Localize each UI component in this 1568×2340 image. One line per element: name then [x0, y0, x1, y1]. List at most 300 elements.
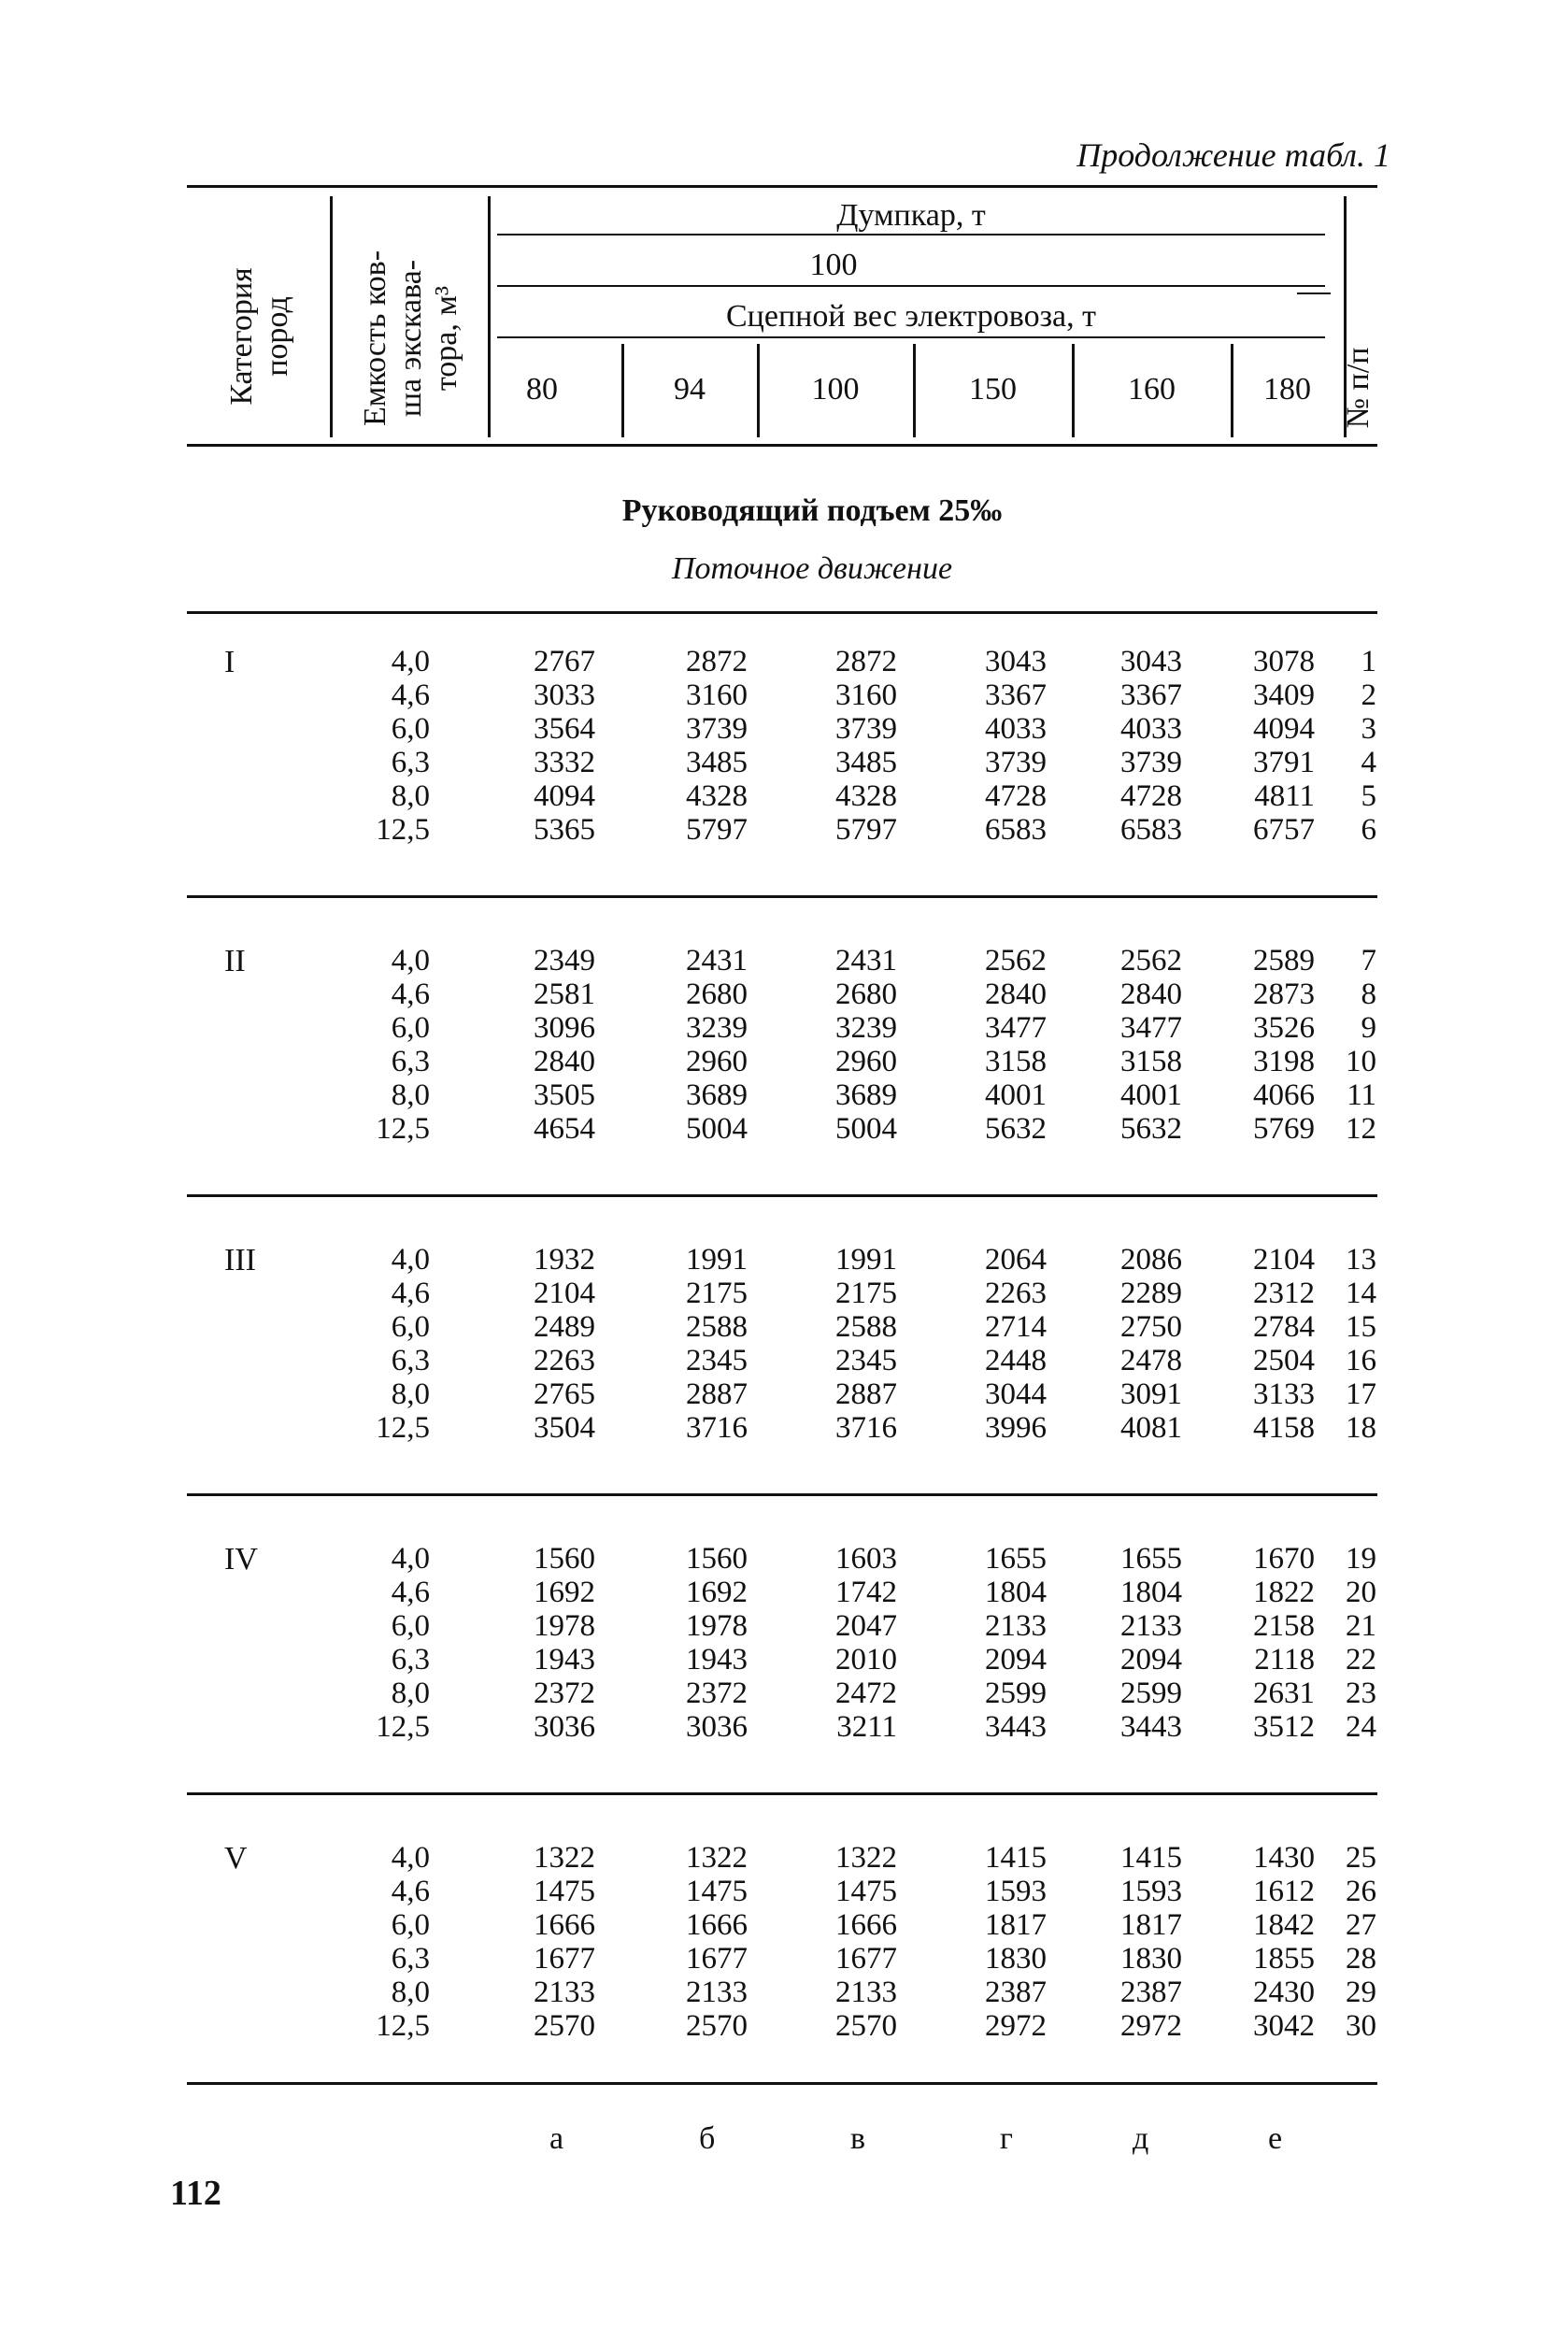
value-cell: 2599 — [1120, 1677, 1182, 1710]
table-row — [187, 712, 1383, 746]
row-number-cell: 25 — [1346, 1841, 1376, 1875]
group-rule — [187, 895, 1377, 898]
table-row — [187, 1677, 1383, 1710]
capacity-cell: 8,0 — [391, 779, 430, 813]
row-number-cell: 23 — [1346, 1677, 1376, 1710]
row-number-cell: 7 — [1361, 944, 1376, 977]
value-cell: 1742 — [835, 1576, 897, 1609]
capacity-cell: 8,0 — [391, 1377, 430, 1411]
value-cell: 3160 — [686, 678, 748, 712]
capacity-cell: 12,5 — [376, 813, 430, 847]
value-cell: 3078 — [1253, 645, 1315, 678]
table-row — [187, 1011, 1383, 1045]
category-label: IV — [224, 1542, 258, 1577]
capacity-cell: 4,6 — [391, 977, 430, 1011]
value-cell: 2873 — [1253, 977, 1315, 1011]
value-cell: 1822 — [1253, 1576, 1315, 1609]
value-cell: 4001 — [985, 1078, 1047, 1112]
value-cell: 2581 — [534, 977, 595, 1011]
value-cell: 2349 — [534, 944, 595, 977]
value-cell: 3505 — [534, 1078, 595, 1112]
value-cell: 1415 — [985, 1841, 1047, 1875]
table-row — [187, 2009, 1383, 2043]
row-number-cell: 1 — [1361, 645, 1376, 678]
value-cell: 1804 — [985, 1576, 1047, 1609]
value-cell: 4811 — [1254, 779, 1315, 813]
value-cell: 4728 — [1120, 779, 1182, 813]
value-cell: 3239 — [835, 1011, 897, 1045]
value-cell: 2345 — [686, 1344, 748, 1377]
table-row — [187, 1643, 1383, 1677]
page-number: 112 — [170, 2174, 221, 2213]
value-cell: 6757 — [1253, 813, 1315, 847]
value-cell: 4001 — [1120, 1078, 1182, 1112]
table-row — [187, 1243, 1383, 1277]
row-number-cell: 11 — [1347, 1078, 1376, 1112]
value-cell: 2372 — [686, 1677, 748, 1710]
value-cell: 3996 — [985, 1411, 1047, 1445]
value-cell: 3689 — [835, 1078, 897, 1112]
value-cell: 3211 — [836, 1710, 897, 1744]
capacity-cell: 6,0 — [391, 712, 430, 746]
value-cell: 1830 — [985, 1942, 1047, 1976]
table-row — [187, 1310, 1383, 1344]
value-cell: 1943 — [686, 1643, 748, 1677]
value-cell: 2588 — [686, 1310, 748, 1344]
value-cell: 3485 — [686, 746, 748, 779]
header-top-rule — [187, 185, 1377, 188]
value-cell: 2972 — [985, 2009, 1047, 2043]
value-cell: 2960 — [686, 1045, 748, 1078]
value-cell: 2714 — [985, 1310, 1047, 1344]
header-line — [497, 336, 1325, 338]
value-cell: 1475 — [534, 1875, 595, 1908]
row-number-cell: 27 — [1346, 1908, 1376, 1942]
header-divider — [488, 196, 491, 437]
value-cell: 4654 — [534, 1112, 595, 1146]
value-cell: 5632 — [985, 1112, 1047, 1146]
row-number-cell: 5 — [1361, 779, 1376, 813]
value-cell: 1978 — [686, 1609, 748, 1643]
value-cell: 1677 — [835, 1942, 897, 1976]
column-letter-v: в — [850, 2121, 866, 2156]
value-cell: 3367 — [985, 678, 1047, 712]
value-cell: 6583 — [985, 813, 1047, 847]
value-cell: 1666 — [835, 1908, 897, 1942]
column-letter-b: б — [699, 2121, 716, 2156]
value-cell: 3033 — [534, 678, 595, 712]
row-number-cell: 19 — [1346, 1542, 1376, 1576]
table-row — [187, 1112, 1383, 1146]
category-label: I — [224, 645, 235, 679]
value-cell: 2263 — [534, 1344, 595, 1377]
table-row — [187, 1045, 1383, 1078]
value-cell: 1978 — [534, 1609, 595, 1643]
value-cell: 2562 — [985, 944, 1047, 977]
capacity-header: Емкость ков- ша экскава- тора, м³ — [358, 250, 463, 427]
column-letter-d: д — [1133, 2121, 1149, 2156]
row-number-cell: 4 — [1361, 746, 1376, 779]
section-title: Руководящий подъем 25‰ — [621, 493, 1003, 528]
column-letter-g: г — [1000, 2121, 1013, 2156]
value-cell: 2372 — [534, 1677, 595, 1710]
capacity-cell: 6,3 — [391, 1643, 430, 1677]
value-cell: 2312 — [1253, 1277, 1315, 1310]
value-cell: 3739 — [686, 712, 748, 746]
table-row — [187, 1411, 1383, 1445]
value-cell: 2750 — [1120, 1310, 1182, 1344]
value-cell: 2562 — [1120, 944, 1182, 977]
header-line — [1297, 292, 1331, 294]
value-cell: 1677 — [686, 1942, 748, 1976]
capacity-cell: 6,3 — [391, 1942, 430, 1976]
value-cell: 2840 — [534, 1045, 595, 1078]
weight-180: 180 — [1263, 372, 1311, 407]
value-cell: 3091 — [1120, 1377, 1182, 1411]
value-cell: 1666 — [686, 1908, 748, 1942]
header-line — [497, 234, 1325, 235]
value-cell: 2094 — [985, 1643, 1047, 1677]
number-header: № п/п — [1341, 347, 1376, 429]
value-cell: 3158 — [1120, 1045, 1182, 1078]
dumpcar-label: Думпкар, т — [836, 198, 986, 233]
value-cell: 2570 — [686, 2009, 748, 2043]
value-cell: 2094 — [1120, 1643, 1182, 1677]
table-row — [187, 746, 1383, 779]
capacity-cell: 4,0 — [391, 645, 430, 678]
capacity-cell: 4,6 — [391, 1576, 430, 1609]
value-cell: 2175 — [686, 1277, 748, 1310]
value-cell: 3043 — [985, 645, 1047, 678]
value-cell: 3443 — [1120, 1710, 1182, 1744]
value-cell: 1655 — [985, 1542, 1047, 1576]
value-cell: 2263 — [985, 1277, 1047, 1310]
row-number-cell: 15 — [1346, 1310, 1376, 1344]
value-cell: 4328 — [686, 779, 748, 813]
value-cell: 3160 — [835, 678, 897, 712]
value-cell: 2680 — [686, 977, 748, 1011]
value-cell: 1603 — [835, 1542, 897, 1576]
value-cell: 3485 — [835, 746, 897, 779]
value-cell: 3133 — [1253, 1377, 1315, 1411]
value-cell: 2430 — [1253, 1976, 1315, 2009]
column-letter-a: а — [549, 2121, 564, 2156]
value-cell: 2589 — [1253, 944, 1315, 977]
value-cell: 4081 — [1120, 1411, 1182, 1445]
value-cell: 1830 — [1120, 1942, 1182, 1976]
value-cell: 3564 — [534, 712, 595, 746]
table-bottom-rule — [187, 2082, 1377, 2085]
table-row — [187, 1875, 1383, 1908]
value-cell: 6583 — [1120, 813, 1182, 847]
value-cell: 2431 — [835, 944, 897, 977]
value-cell: 2872 — [686, 645, 748, 678]
capacity-cell: 8,0 — [391, 1078, 430, 1112]
table-row — [187, 779, 1383, 813]
dumpcar-value: 100 — [809, 248, 858, 282]
group-rule — [187, 1792, 1377, 1795]
capacity-cell: 8,0 — [391, 1677, 430, 1710]
value-cell: 3739 — [835, 712, 897, 746]
table-row — [187, 977, 1383, 1011]
value-cell: 2472 — [835, 1677, 897, 1710]
value-cell: 1430 — [1253, 1841, 1315, 1875]
group-rule — [187, 1493, 1377, 1496]
capacity-cell: 4,6 — [391, 1875, 430, 1908]
row-number-cell: 3 — [1361, 712, 1376, 746]
column-letter-e: е — [1268, 2121, 1283, 2156]
capacity-cell: 6,0 — [391, 1011, 430, 1045]
value-cell: 2570 — [835, 2009, 897, 2043]
loco-weight-label: Сцепной вес электровоза, т — [725, 299, 1096, 334]
value-cell: 1415 — [1120, 1841, 1182, 1875]
group-rule — [187, 611, 1377, 614]
value-cell: 2289 — [1120, 1277, 1182, 1310]
value-cell: 5004 — [835, 1112, 897, 1146]
value-cell: 2118 — [1254, 1643, 1315, 1677]
row-number-cell: 29 — [1346, 1976, 1376, 2009]
value-cell: 2104 — [534, 1277, 595, 1310]
value-cell: 2104 — [1253, 1243, 1315, 1277]
weight-150: 150 — [969, 372, 1017, 407]
row-number-cell: 8 — [1361, 977, 1376, 1011]
value-cell: 2064 — [985, 1243, 1047, 1277]
row-number-cell: 13 — [1346, 1243, 1376, 1277]
value-cell: 2448 — [985, 1344, 1047, 1377]
section-subtitle: Поточное движение — [671, 551, 953, 586]
value-cell: 3716 — [835, 1411, 897, 1445]
value-cell: 2767 — [534, 645, 595, 678]
value-cell: 1943 — [534, 1643, 595, 1677]
value-cell: 2960 — [835, 1045, 897, 1078]
value-cell: 2599 — [985, 1677, 1047, 1710]
value-cell: 1666 — [534, 1908, 595, 1942]
weight-100: 100 — [811, 372, 860, 407]
row-number-cell: 26 — [1346, 1875, 1376, 1908]
row-number-cell: 21 — [1346, 1609, 1376, 1643]
value-cell: 2010 — [835, 1643, 897, 1677]
value-cell: 3504 — [534, 1411, 595, 1445]
header-divider — [330, 196, 333, 437]
value-cell: 3158 — [985, 1045, 1047, 1078]
category-label: II — [224, 944, 246, 978]
capacity-cell: 12,5 — [376, 2009, 430, 2043]
value-cell: 3526 — [1253, 1011, 1315, 1045]
table-row — [187, 1976, 1383, 2009]
value-cell: 1804 — [1120, 1576, 1182, 1609]
value-cell: 2840 — [985, 977, 1047, 1011]
value-cell: 5365 — [534, 813, 595, 847]
table-row — [187, 1710, 1383, 1744]
value-cell: 2133 — [985, 1609, 1047, 1643]
value-cell: 1932 — [534, 1243, 595, 1277]
value-cell: 3044 — [985, 1377, 1047, 1411]
table-row — [187, 1908, 1383, 1942]
table-row — [187, 1609, 1383, 1643]
value-cell: 2504 — [1253, 1344, 1315, 1377]
value-cell: 3096 — [534, 1011, 595, 1045]
value-cell: 3477 — [1120, 1011, 1182, 1045]
value-cell: 2972 — [1120, 2009, 1182, 2043]
value-cell: 3791 — [1253, 746, 1315, 779]
value-cell: 5632 — [1120, 1112, 1182, 1146]
value-cell: 3036 — [534, 1710, 595, 1744]
value-cell: 5797 — [835, 813, 897, 847]
value-cell: 1593 — [985, 1875, 1047, 1908]
value-cell: 1991 — [835, 1243, 897, 1277]
value-cell: 2887 — [686, 1377, 748, 1411]
table-row — [187, 1277, 1383, 1310]
table-row — [187, 1841, 1383, 1875]
value-cell: 3477 — [985, 1011, 1047, 1045]
row-number-cell: 20 — [1346, 1576, 1376, 1609]
value-cell: 4728 — [985, 779, 1047, 813]
value-cell: 2086 — [1120, 1243, 1182, 1277]
table-caption: Продолжение табл. 1 — [1076, 136, 1390, 174]
value-cell: 1692 — [534, 1576, 595, 1609]
value-cell: 2631 — [1253, 1677, 1315, 1710]
value-cell: 1322 — [534, 1841, 595, 1875]
value-cell: 2872 — [835, 645, 897, 678]
value-cell: 1322 — [686, 1841, 748, 1875]
table-row — [187, 1344, 1383, 1377]
value-cell: 2478 — [1120, 1344, 1182, 1377]
value-cell: 5769 — [1253, 1112, 1315, 1146]
table-row — [187, 1576, 1383, 1609]
header-line — [497, 285, 1325, 287]
value-cell: 3332 — [534, 746, 595, 779]
row-number-cell: 28 — [1346, 1942, 1376, 1976]
value-cell: 3367 — [1120, 678, 1182, 712]
value-cell: 1655 — [1120, 1542, 1182, 1576]
value-cell: 3239 — [686, 1011, 748, 1045]
value-cell: 2133 — [835, 1976, 897, 2009]
value-cell: 2047 — [835, 1609, 897, 1643]
value-cell: 4094 — [1253, 712, 1315, 746]
value-cell: 2175 — [835, 1277, 897, 1310]
table-row — [187, 678, 1383, 712]
value-cell: 2570 — [534, 2009, 595, 2043]
capacity-cell: 4,0 — [391, 1542, 430, 1576]
capacity-cell: 12,5 — [376, 1411, 430, 1445]
value-cell: 1692 — [686, 1576, 748, 1609]
row-number-cell: 14 — [1346, 1277, 1376, 1310]
value-cell: 1322 — [835, 1841, 897, 1875]
value-cell: 2784 — [1253, 1310, 1315, 1344]
weight-94: 94 — [674, 372, 706, 407]
value-cell: 1560 — [686, 1542, 748, 1576]
capacity-cell: 6,0 — [391, 1310, 430, 1344]
value-cell: 3409 — [1253, 678, 1315, 712]
value-cell: 1593 — [1120, 1875, 1182, 1908]
value-cell: 4033 — [985, 712, 1047, 746]
value-cell: 1560 — [534, 1542, 595, 1576]
capacity-cell: 6,3 — [391, 1344, 430, 1377]
value-cell: 3036 — [686, 1710, 748, 1744]
value-cell: 1991 — [686, 1243, 748, 1277]
value-cell: 2133 — [686, 1976, 748, 2009]
capacity-cell: 6,3 — [391, 746, 430, 779]
row-number-cell: 24 — [1346, 1710, 1376, 1744]
value-cell: 4066 — [1253, 1078, 1315, 1112]
category-header: Категория пород — [224, 267, 294, 406]
value-cell: 1842 — [1253, 1908, 1315, 1942]
row-number-cell: 10 — [1346, 1045, 1376, 1078]
weight-160: 160 — [1128, 372, 1176, 407]
table-row — [187, 1942, 1383, 1976]
value-cell: 5797 — [686, 813, 748, 847]
capacity-cell: 6,0 — [391, 1609, 430, 1643]
value-cell: 3689 — [686, 1078, 748, 1112]
table-row — [187, 944, 1383, 977]
value-cell: 1817 — [1120, 1908, 1182, 1942]
capacity-cell: 4,0 — [391, 1243, 430, 1277]
row-number-cell: 17 — [1346, 1377, 1376, 1411]
table-row — [187, 1542, 1383, 1576]
value-cell: 4033 — [1120, 712, 1182, 746]
category-label: V — [224, 1841, 248, 1876]
capacity-cell: 4,6 — [391, 678, 430, 712]
value-cell: 1677 — [534, 1942, 595, 1976]
value-cell: 3198 — [1253, 1045, 1315, 1078]
row-number-cell: 6 — [1361, 813, 1376, 847]
value-cell: 2765 — [534, 1377, 595, 1411]
value-cell: 4328 — [835, 779, 897, 813]
value-cell: 1475 — [835, 1875, 897, 1908]
value-cell: 3739 — [985, 746, 1047, 779]
row-number-cell: 18 — [1346, 1411, 1376, 1445]
value-cell: 4094 — [534, 779, 595, 813]
row-number-cell: 2 — [1361, 678, 1376, 712]
row-number-cell: 30 — [1346, 2009, 1376, 2043]
value-cell: 2840 — [1120, 977, 1182, 1011]
value-cell: 1817 — [985, 1908, 1047, 1942]
value-cell: 2387 — [1120, 1976, 1182, 2009]
value-cell: 3043 — [1120, 645, 1182, 678]
capacity-cell: 4,0 — [391, 1841, 430, 1875]
value-cell: 2133 — [534, 1976, 595, 2009]
value-cell: 3512 — [1253, 1710, 1315, 1744]
value-cell: 3716 — [686, 1411, 748, 1445]
value-cell: 1612 — [1253, 1875, 1315, 1908]
value-cell: 1670 — [1253, 1542, 1315, 1576]
row-number-cell: 16 — [1346, 1344, 1376, 1377]
value-cell: 2431 — [686, 944, 748, 977]
value-cell: 3443 — [985, 1710, 1047, 1744]
value-cell: 2489 — [534, 1310, 595, 1344]
table-row — [187, 1377, 1383, 1411]
capacity-cell: 8,0 — [391, 1976, 430, 2009]
value-cell: 2345 — [835, 1344, 897, 1377]
table-row — [187, 645, 1383, 678]
capacity-cell: 4,6 — [391, 1277, 430, 1310]
value-cell: 2588 — [835, 1310, 897, 1344]
value-cell: 2887 — [835, 1377, 897, 1411]
capacity-cell: 6,3 — [391, 1045, 430, 1078]
row-number-cell: 22 — [1346, 1643, 1376, 1677]
value-cell: 2680 — [835, 977, 897, 1011]
table-row — [187, 1078, 1383, 1112]
value-cell: 5004 — [686, 1112, 748, 1146]
row-number-cell: 12 — [1346, 1112, 1376, 1146]
capacity-cell: 12,5 — [376, 1710, 430, 1744]
value-cell: 4158 — [1253, 1411, 1315, 1445]
value-cell: 2133 — [1120, 1609, 1182, 1643]
value-cell: 2158 — [1253, 1609, 1315, 1643]
value-cell: 3739 — [1120, 746, 1182, 779]
capacity-cell: 12,5 — [376, 1112, 430, 1146]
value-cell: 3042 — [1253, 2009, 1315, 2043]
